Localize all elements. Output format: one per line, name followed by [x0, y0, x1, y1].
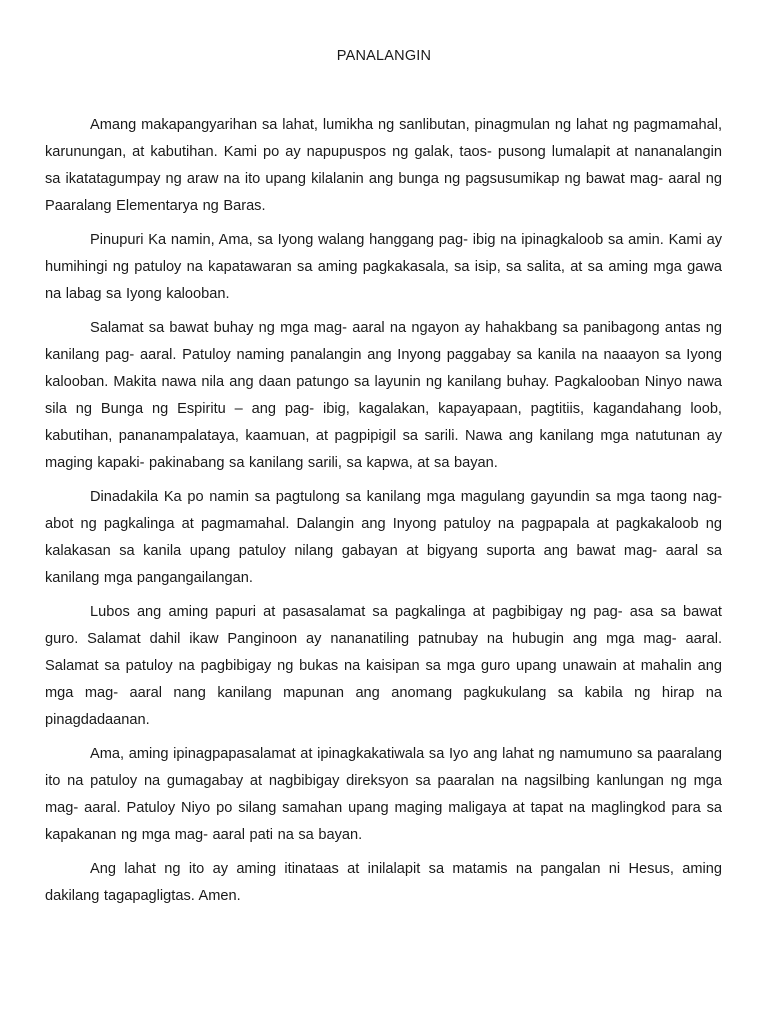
paragraph-7: Ang lahat ng ito ay aming itinataas at inilalapit sa matamis na pangalan ni Hesus, aming dakilang tagapagligtas. Amen. [45, 861, 722, 904]
document-body [45, 112, 722, 917]
paragraph-5: Lubos ang aming papuri at pasasalamat sa pagkalinga at pagbibigay ng pag- asa sa bawat guro. Salamat dahil ikaw Panginoon ay nananatiling patnubay na hubugin ang mga mag- aaral. Salamat sa patuloy na pagbibigay ng bukas na kaisipan sa mga guro upang unawain at mahalin ang mga mag- aaral nang kanilang mapunan ang anomang pagkukulang sa kabila ng hirap na pinagdadaanan. [45, 604, 722, 728]
paragraph-6: Ama, aming ipinagpapasalamat at ipinagkakatiwala sa Iyo ang lahat ng namumuno sa paaralang ito na patuloy na gumagabay at nagbibigay direksyon sa paaralan na nagsilbing kanlungan ng mga mag- aaral. Patuloy Niyo po silang samahan upang maging maligaya at tapat na maglingkod para sa kapakanan ng mga mag- aaral pati na sa bayan. [45, 746, 722, 843]
paragraph-4: Dinadakila Ka po namin sa pagtulong sa kanilang mga magulang gayundin sa mga taong nag- abot ng pagkalinga at pagmamahal. Dalangin ang Inyong patuloy na pagpapala at pagkakaloob ng kalakasan sa kanila upang patuloy nilang gabayan at bigyang suporta ang bawat mag- aaral sa kanilang mga pangangailangan. [45, 489, 722, 586]
paragraph-2: Pinupuri Ka namin, Ama, sa Iyong walang hanggang pag- ibig na ipinagkaloob sa amin. Kami ay humihingi ng patuloy na kapatawaran sa aming pagkakasala, sa isip, sa salita, at sa aming mga gawa na labag sa Iyong kalooban. [45, 232, 722, 302]
paragraph-1: Amang makapangyarihan sa lahat, lumikha ng sanlibutan, pinagmulan ng lahat ng pagmamahal, karunungan, at kabutihan. Kami po ay napupuspos ng galak, taos- pusong lumalapit at nananalangin sa ikatatagumpay ng araw na ito upang kilalanin ang bunga ng pagsusumikap ng bawat mag- aaral ng Paaralang Elementarya ng Baras. [45, 117, 722, 214]
paragraph-3: Salamat sa bawat buhay ng mga mag- aaral na ngayon ay hahakbang sa panibagong antas ng kanilang pag- aaral. Patuloy naming panalangin ang Inyong paggabay sa kanila na naaayon sa Iyong kalooban. Makita nawa nila ang daan patungo sa layunin ng kanilang buhay. Pagkalooban Ninyo nawa sila ng Bunga ng Espiritu – ang pag- ibig, kagalakan, kapayapaan, pagtitiis, kagandahang loob, kabutihan, pananampalataya, kaamuan, at pagpipigil sa sarili. Nawa ang kanilang mga natutunan ay maging kapaki- pakinabang sa kanilang sarili, sa kapwa, at sa bayan. [45, 320, 722, 471]
document-title: PANALANGIN [336, 48, 432, 64]
